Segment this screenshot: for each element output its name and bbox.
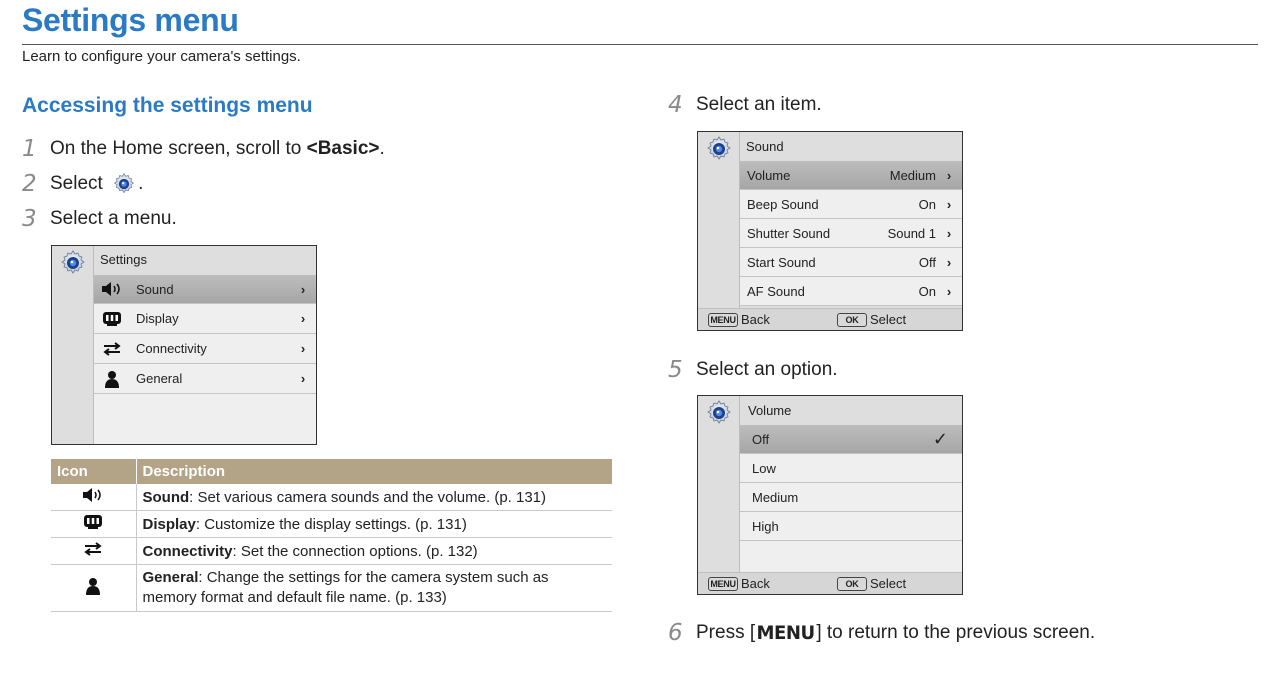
- table-row: [51, 484, 612, 511]
- menu-item-start-sound[interactable]: [740, 248, 962, 277]
- menu-item-label: Volume: [747, 167, 791, 183]
- description-cell: [136, 538, 612, 565]
- term: Sound: [142, 488, 190, 506]
- chevron-right-icon: ›: [946, 283, 952, 299]
- step-text: On the Home screen, scroll to: [50, 138, 307, 159]
- checkmark-icon: ✓: [932, 428, 948, 449]
- column-header-description: Description: [136, 459, 612, 484]
- step-text-suffix: .: [138, 173, 144, 194]
- basic-label: <Basic>: [306, 138, 380, 159]
- chevron-right-icon: ›: [300, 281, 306, 297]
- chevron-right-icon: ›: [946, 254, 952, 270]
- person-icon: [51, 565, 136, 612]
- select-label: Select: [870, 312, 907, 327]
- ok-key-icon[interactable]: OK: [837, 313, 867, 327]
- menu-item-value: Sound 1: [887, 225, 936, 241]
- step-number: 6: [668, 620, 683, 646]
- screen-left-column: [698, 396, 740, 594]
- menu-empty-area: [94, 394, 316, 444]
- table-row: [51, 565, 612, 612]
- section-heading: Accessing the settings menu: [22, 94, 313, 117]
- option-off[interactable]: [740, 425, 962, 454]
- step-4: [668, 92, 822, 118]
- menu-item-display[interactable]: [94, 304, 316, 334]
- screen-header: Settings: [100, 252, 147, 267]
- screen-footer: [698, 572, 962, 594]
- screen-left-column: [698, 132, 740, 330]
- arrows-icon: [51, 538, 136, 565]
- chevron-right-icon: ›: [946, 225, 952, 241]
- description-cell: [136, 565, 612, 612]
- term: General: [142, 569, 199, 586]
- menu-item-sound[interactable]: [94, 275, 316, 304]
- step-text-suffix: ] to return to the previous screen.: [816, 622, 1096, 643]
- settings-gear-icon: [705, 135, 733, 163]
- menu-item-af-sound[interactable]: [740, 277, 962, 306]
- screen-header: Sound: [746, 139, 784, 154]
- arrows-icon: [100, 340, 124, 358]
- display-icon: [100, 310, 124, 328]
- settings-screen: [51, 245, 317, 445]
- step-text: Select: [50, 173, 109, 194]
- step-text: Select an item.: [696, 94, 822, 115]
- back-label: Back: [741, 312, 770, 327]
- menu-item-label: Start Sound: [747, 254, 816, 270]
- step-1: [22, 136, 385, 162]
- person-icon: [100, 370, 124, 388]
- option-medium[interactable]: [740, 483, 962, 512]
- menu-item-beep-sound[interactable]: [740, 190, 962, 219]
- icon-description-table: [51, 459, 612, 612]
- screen-header: Volume: [748, 403, 792, 418]
- title-divider: [22, 44, 1258, 45]
- menu-empty-area: [740, 541, 962, 572]
- chevron-right-icon: ›: [300, 341, 306, 356]
- step-text-suffix: .: [379, 138, 385, 159]
- step-number: 3: [22, 206, 37, 232]
- sound-screen: [697, 131, 963, 331]
- step-2: [22, 171, 143, 197]
- column-header-icon: Icon: [51, 459, 136, 484]
- table-header-row: [51, 459, 612, 484]
- menu-item-label: Connectivity: [136, 341, 207, 356]
- select-label: Select: [870, 576, 907, 591]
- step-text: Select an option.: [696, 359, 838, 380]
- option-label: Low: [752, 460, 776, 476]
- speaker-icon: [100, 280, 124, 298]
- menu-item-value: Medium: [889, 167, 936, 183]
- step-5: [668, 357, 838, 383]
- screen-left-column: [52, 246, 94, 444]
- term: Display: [142, 515, 196, 533]
- option-low[interactable]: [740, 454, 962, 483]
- menu-item-label: General: [136, 371, 183, 386]
- term: Connectivity: [142, 542, 233, 560]
- option-label: Off: [752, 431, 770, 447]
- chevron-right-icon: ›: [300, 371, 306, 386]
- chevron-right-icon: ›: [946, 167, 952, 183]
- option-high[interactable]: [740, 512, 962, 541]
- step-3: [22, 206, 177, 232]
- menu-key-icon[interactable]: MENU: [708, 577, 738, 591]
- menu-item-connectivity[interactable]: [94, 334, 316, 364]
- step-6: [668, 620, 1095, 646]
- menu-item-label: Sound: [136, 281, 174, 297]
- settings-gear-icon: [112, 172, 136, 196]
- settings-gear-icon: [705, 399, 733, 427]
- table-row: [51, 538, 612, 565]
- volume-screen: [697, 395, 963, 595]
- description-cell: [136, 484, 612, 511]
- menu-key-icon[interactable]: MENU: [708, 313, 738, 327]
- description-text: : Change the settings for the camera system such as memory format and default file name. (p. 133): [142, 569, 549, 606]
- option-label: High: [752, 518, 779, 534]
- page-subtitle: Learn to configure your camera's settings.: [22, 48, 301, 65]
- menu-item-value: On: [918, 283, 936, 299]
- step-number: 5: [668, 357, 683, 383]
- menu-item-label: Display: [136, 311, 179, 326]
- ok-key-icon[interactable]: OK: [837, 577, 867, 591]
- menu-item-value: Off: [918, 254, 936, 270]
- table-row: [51, 511, 612, 538]
- menu-item-label: AF Sound: [747, 283, 805, 299]
- description-text: : Set the connection options. (p. 132): [232, 542, 478, 560]
- description-cell: [136, 511, 612, 538]
- menu-item-general[interactable]: [94, 364, 316, 394]
- menu-item-label: Shutter Sound: [747, 225, 831, 241]
- description-text: : Set various camera sounds and the volume. (p. 131): [189, 488, 547, 506]
- menu-item-label: Beep Sound: [747, 196, 819, 212]
- chevron-right-icon: ›: [946, 196, 952, 212]
- step-number: 2: [22, 171, 37, 197]
- menu-item-shutter-sound[interactable]: [740, 219, 962, 248]
- step-number: 1: [22, 136, 37, 162]
- back-label: Back: [741, 576, 770, 591]
- option-label: Medium: [752, 489, 799, 505]
- speaker-icon: [51, 484, 136, 511]
- step-number: 4: [668, 92, 683, 118]
- menu-item-volume[interactable]: [740, 161, 962, 190]
- display-icon: [51, 511, 136, 538]
- settings-gear-icon: [59, 249, 87, 277]
- step-text: Press [: [696, 622, 756, 643]
- menu-item-value: On: [918, 196, 936, 212]
- page-title: Settings menu: [22, 2, 239, 38]
- menu-key-label: MENU: [756, 622, 815, 644]
- description-text: : Customize the display settings. (p. 131): [195, 515, 467, 533]
- step-text: Select a menu.: [50, 208, 177, 229]
- chevron-right-icon: ›: [300, 311, 306, 326]
- screen-footer: [698, 308, 962, 330]
